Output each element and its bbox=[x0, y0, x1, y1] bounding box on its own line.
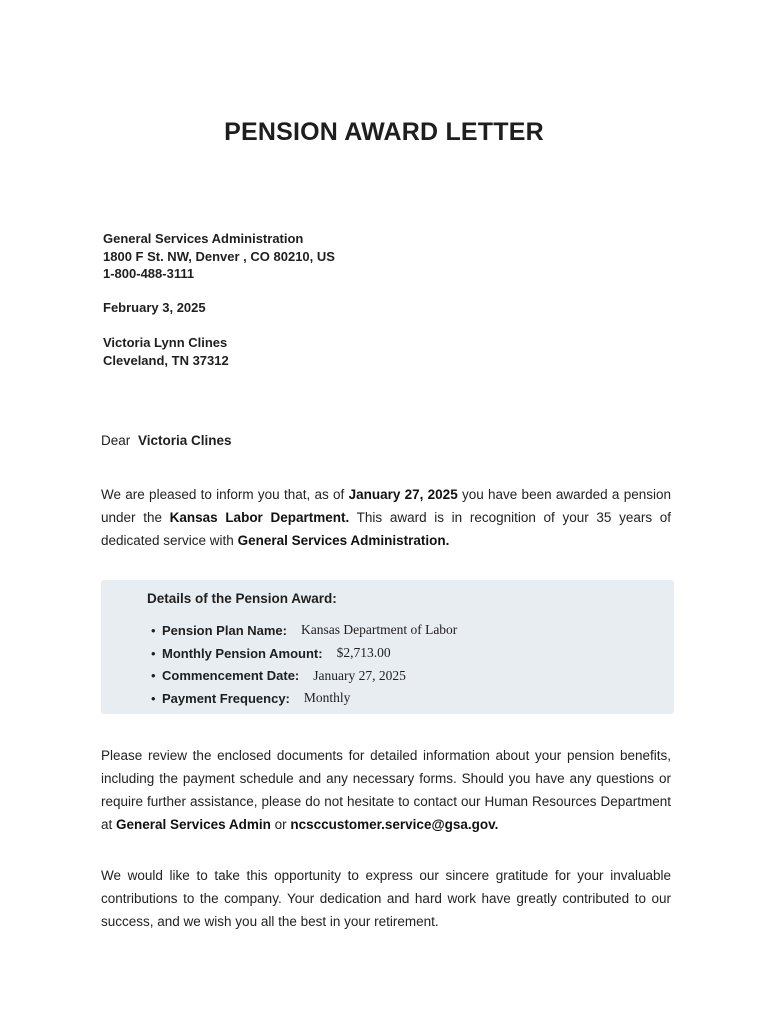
recipient-name: Victoria Lynn Clines bbox=[103, 335, 228, 350]
award-date: January 27, 2025 bbox=[348, 487, 458, 502]
contact-paragraph bbox=[101, 744, 671, 836]
letter-date: February 3, 2025 bbox=[103, 300, 206, 315]
list-item bbox=[151, 642, 457, 665]
bullet-icon: • bbox=[151, 622, 156, 638]
detail-label: Payment Frequency: bbox=[162, 690, 290, 706]
salutation bbox=[101, 433, 232, 448]
intro-text-2: you have been awarded a pension under the bbox=[101, 487, 671, 525]
contact-text-2: or bbox=[270, 817, 291, 832]
detail-label: Monthly Pension Amount: bbox=[162, 645, 323, 661]
details-list bbox=[151, 619, 457, 710]
sender-name: General Services Administration bbox=[103, 231, 304, 246]
contact-email: ncsccustomer.service@gsa.gov. bbox=[290, 817, 499, 832]
list-item bbox=[151, 664, 457, 687]
detail-label: Commencement Date: bbox=[162, 668, 300, 684]
detail-value: Monthly bbox=[303, 690, 351, 706]
sender-address: 1800 F St. NW, Denver , CO 80210, US bbox=[103, 248, 335, 264]
recipient-block bbox=[103, 334, 229, 369]
bullet-icon: • bbox=[151, 645, 156, 661]
sender-phone: 1-800-488-3111 bbox=[103, 266, 195, 281]
detail-value: January 27, 2025 bbox=[313, 667, 406, 683]
salutation-greeting: Dear bbox=[101, 433, 131, 448]
closing-paragraph: We would like to take this opportunity to express our sincere gratitude for your invaluable contributions to the company. Your dedication and hard work have greatly contributed to our success, and we wish you all the best in your retirement. bbox=[101, 868, 671, 929]
detail-label: Pension Plan Name: bbox=[162, 622, 287, 638]
contact-text-1: Please review the enclosed documents for detailed information about your pension benefits, including the payment schedule and any necessary forms. Should you have any questions or require further assistance, please do not hesitate to contact our Human Resources Department at bbox=[101, 748, 671, 832]
intro-text-3: This award is in recognition of your 35 years of dedicated service with bbox=[101, 510, 672, 548]
bullet-icon: • bbox=[151, 668, 156, 684]
detail-value: Kansas Department of Labor bbox=[300, 622, 458, 638]
bullet-icon: • bbox=[151, 690, 156, 706]
pension-details-box bbox=[101, 580, 674, 714]
recipient-location: Cleveland, TN 37312 bbox=[103, 352, 229, 368]
department-name: Kansas Labor Department. bbox=[169, 510, 350, 525]
sender-block bbox=[103, 230, 335, 283]
details-heading: Details of the Pension Award: bbox=[147, 591, 337, 606]
list-item bbox=[151, 687, 457, 710]
list-item bbox=[151, 619, 457, 642]
page-title: PENSION AWARD LETTER bbox=[224, 118, 544, 146]
contact-department: General Services Admin bbox=[116, 817, 271, 832]
salutation-name: Victoria Clines bbox=[138, 433, 232, 448]
intro-paragraph bbox=[101, 483, 671, 552]
organization-name: General Services Administration. bbox=[237, 533, 450, 548]
intro-text-1: We are pleased to inform you that, as of bbox=[101, 487, 349, 502]
detail-value: $2,713.00 bbox=[336, 645, 391, 661]
